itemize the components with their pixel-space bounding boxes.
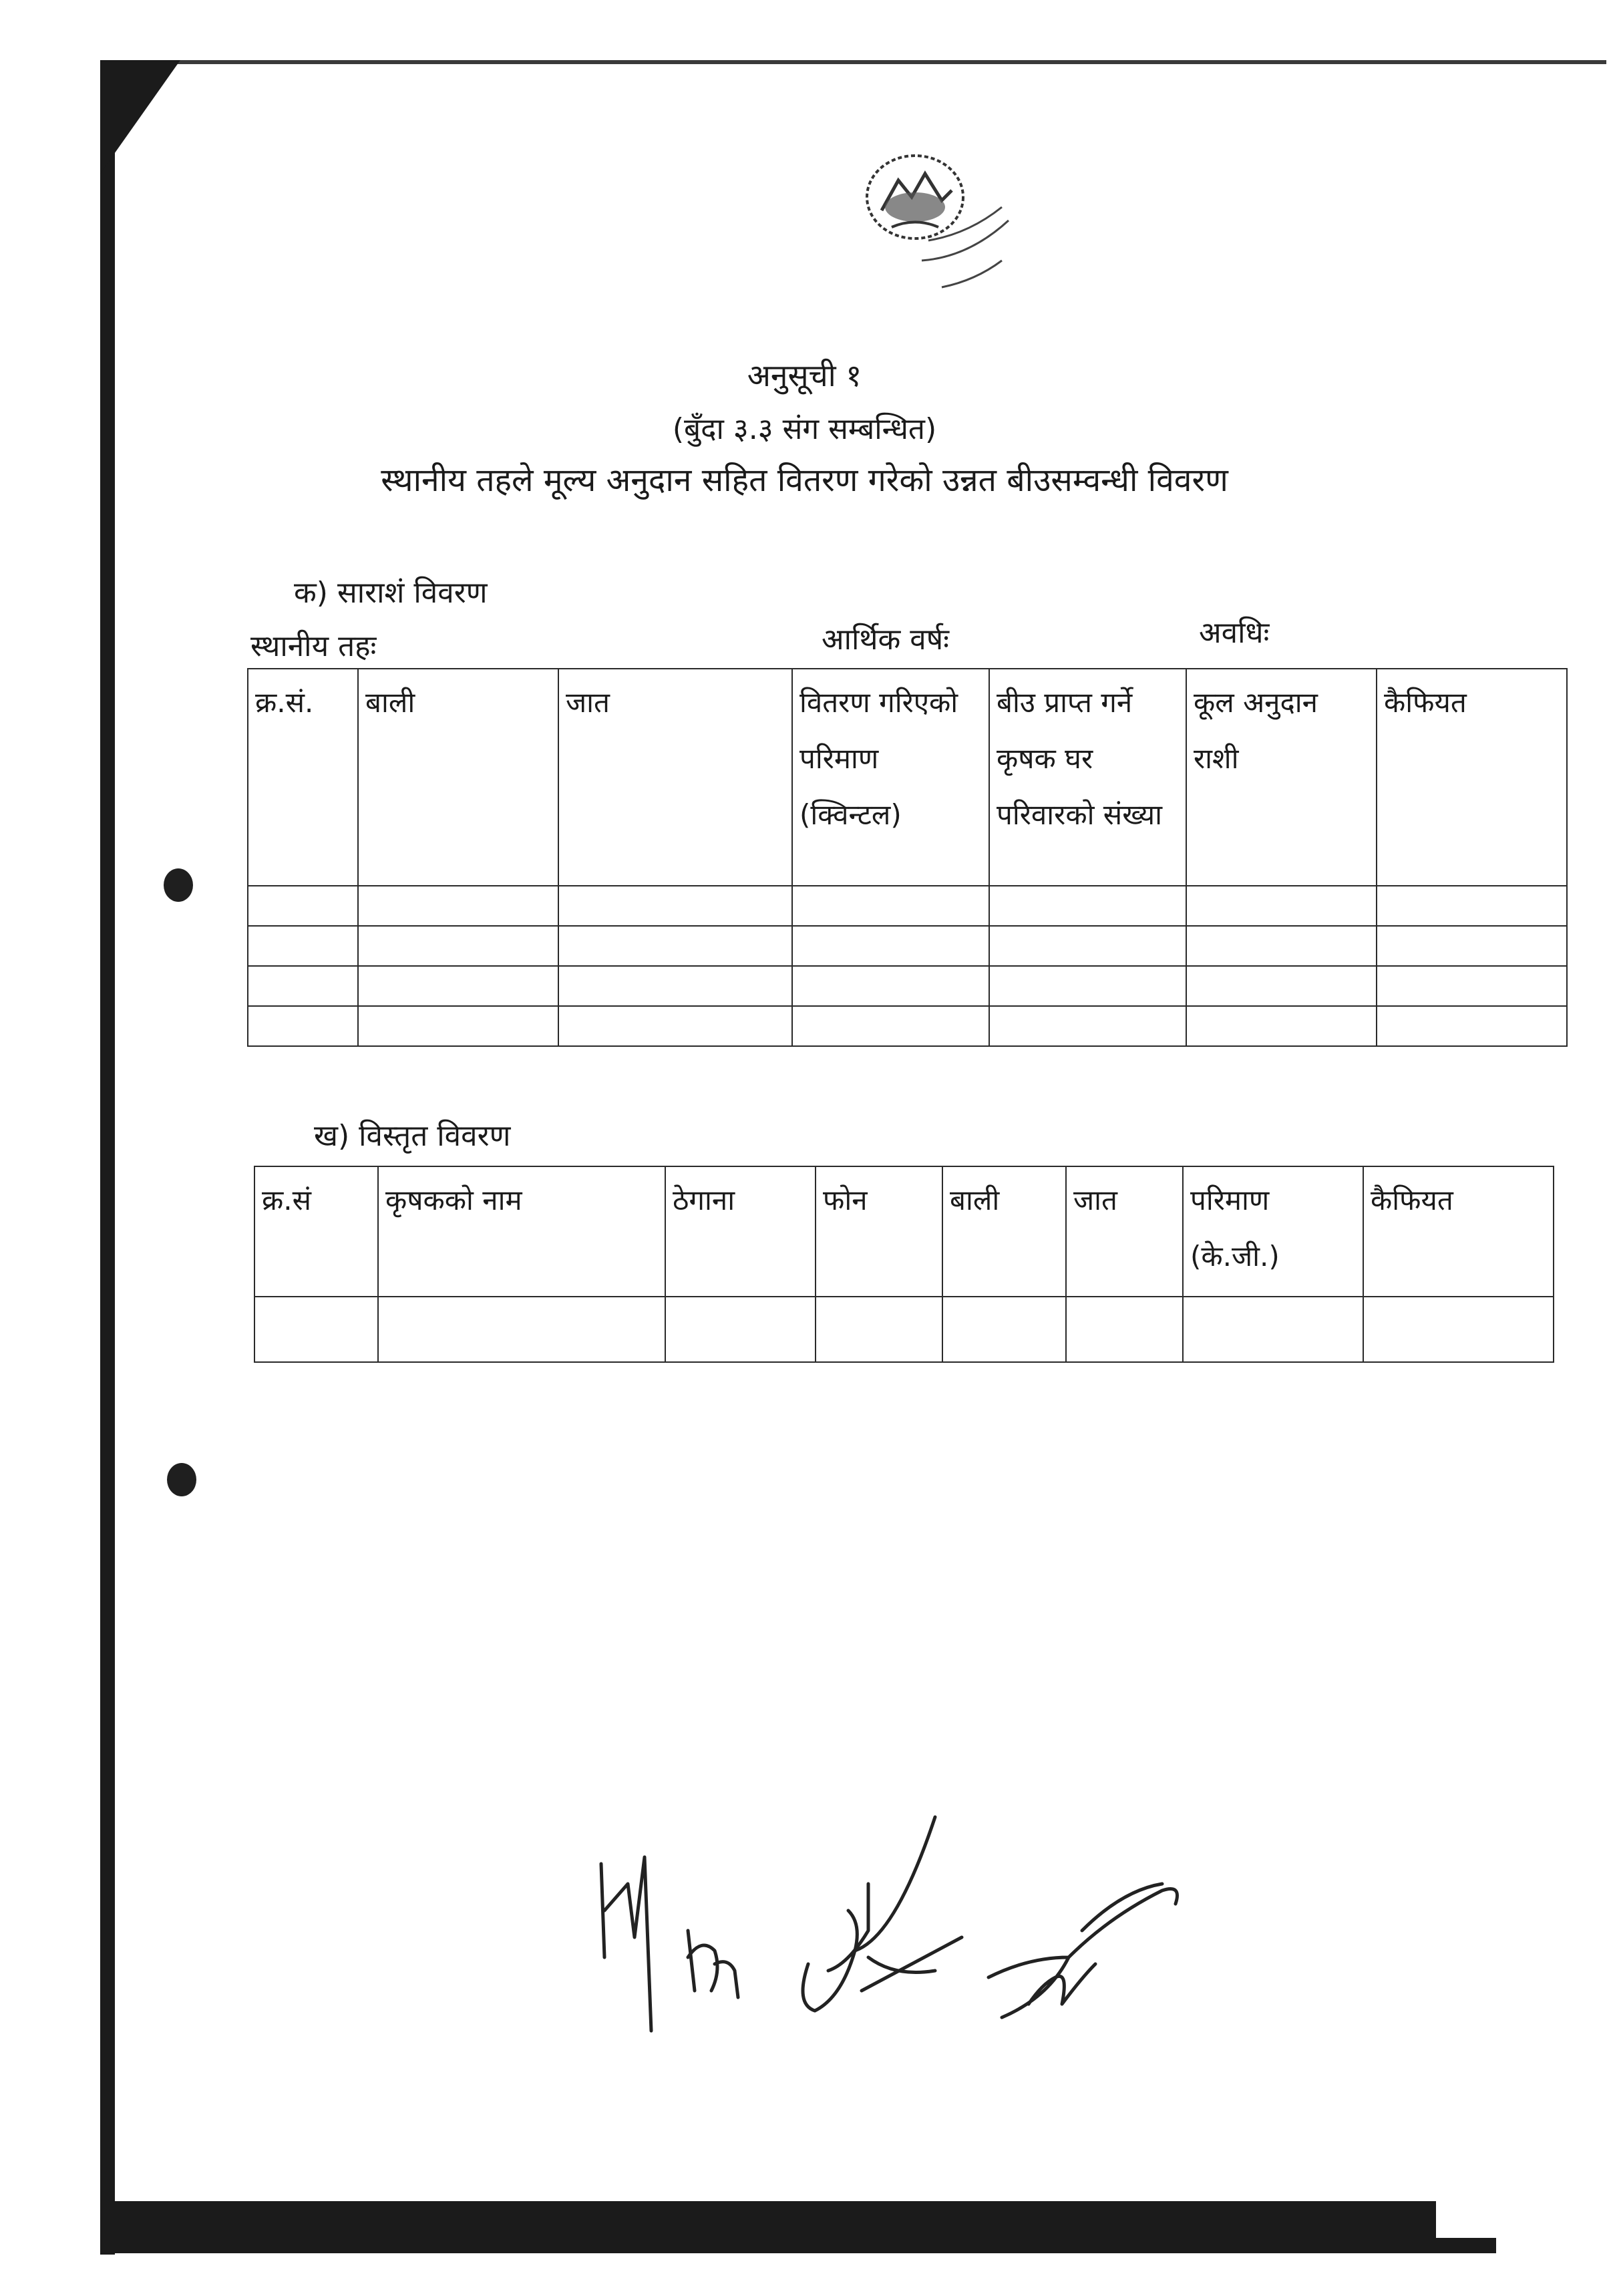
summary-row [248,966,1567,1006]
period-label: अवधिः [1199,616,1270,650]
scan-edge-corner [100,60,180,174]
signatures-icon [588,1804,1249,2044]
detail-row [254,1297,1554,1362]
summary-table [247,668,1568,1047]
detail-col-crop: बाली [942,1166,1066,1297]
detail-col-phone: फोन [816,1166,942,1297]
summary-col-sn: क्र.सं. [248,669,358,886]
summary-col-variety: जात [558,669,792,886]
summary-col-households: बीउ प्राप्त गर्ने कृषक घर परिवारको संख्या [989,669,1186,886]
detail-col-address: ठेगाना [665,1166,816,1297]
summary-header-row [248,669,1567,886]
detail-col-sn: क्र.सं [254,1166,378,1297]
local-level-label: स्थानीय तहः [250,629,377,663]
section-a-title: क) साराशं विवरण [294,576,488,610]
summary-col-crop: बाली [358,669,558,886]
schedule-label: अनुसूची १ [747,357,862,393]
detail-col-quantity: परिमाण (के.जी.) [1183,1166,1363,1297]
scan-edge-top [117,60,1606,64]
reference-label: (बुँदा ३.३ संग सम्बन्धित) [672,412,937,446]
summary-col-quantity: वितरण गरिएको परिमाण (क्विन्टल) [792,669,989,886]
summary-col-remarks: कैफियत [1377,669,1567,886]
detail-col-remarks: कैफियत [1363,1166,1554,1297]
section-b-title: ख) विस्तृत विवरण [314,1119,511,1153]
detail-col-farmer-name: कृषकको नाम [378,1166,665,1297]
fiscal-year-label: आर्थिक वर्षः [822,623,950,657]
punch-hole-top [164,868,193,902]
scan-edge-bottom [100,2201,1436,2253]
document-title: स्थानीय तहले मूल्य अनुदान सहित वितरण गरेको उन्नत बीउसम्वन्धी विवरण [381,462,1228,499]
government-seal-icon [828,134,1029,321]
detail-header-row [254,1166,1554,1297]
scan-edge-bottom-end [1436,2238,1496,2253]
summary-row [248,926,1567,966]
detail-table [254,1166,1554,1363]
summary-row [248,1006,1567,1046]
punch-hole-bottom [167,1463,196,1496]
summary-row [248,886,1567,926]
detail-col-variety: जात [1066,1166,1183,1297]
summary-col-subsidy: कूल अनुदान राशी [1186,669,1377,886]
